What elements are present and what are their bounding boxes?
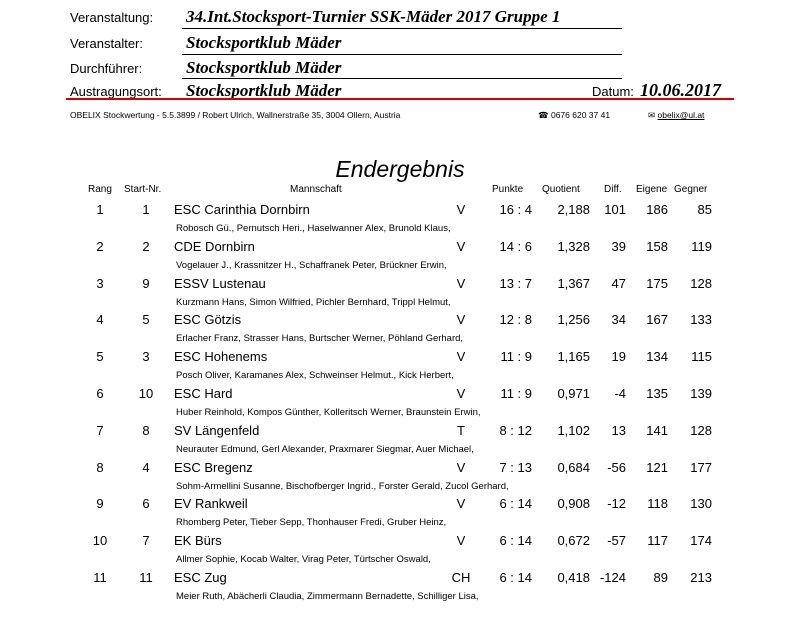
quotient-cell: 1,256: [557, 312, 590, 328]
start-nr-cell: 8: [142, 422, 150, 438]
nation-cell: V: [456, 275, 466, 291]
nation-cell: CH: [451, 570, 471, 585]
venue-label: Austragungsort:: [70, 84, 162, 99]
start-nr-cell: 11: [139, 570, 153, 585]
start-nr-cell: 4: [142, 459, 150, 475]
points-cell: 13 : 7: [499, 275, 532, 291]
opponent-cell: 133: [690, 312, 712, 328]
start-nr-cell: 2: [142, 238, 150, 254]
opponent-cell: 128: [690, 275, 712, 291]
team-name: ESC Carinthia Dornbirn: [174, 202, 310, 217]
col-quotient: Quotient: [542, 184, 580, 195]
players-line: Vogelauer J., Krassnitzer H., Schaffranek Peter, Brückner Erwin,: [176, 259, 447, 271]
nation-cell: V: [456, 312, 466, 328]
own-cell: 141: [646, 422, 668, 438]
rank-cell: 5: [96, 349, 104, 365]
players-line: Rhomberg Peter, Tieber Sepp, Thonhauser Fredi, Gruber Heinz,: [176, 517, 447, 529]
nation-cell: V: [456, 459, 466, 475]
event-label: Veranstaltung:: [70, 10, 154, 25]
start-nr-cell: 1: [142, 202, 150, 217]
team-name: SV Längenfeld: [174, 422, 260, 438]
venue-value: Stocksportklub Mäder: [186, 81, 342, 100]
points-cell: 12 : 8: [499, 312, 532, 328]
executor-value: Stocksportklub Mäder: [186, 58, 342, 77]
players-line: Neurauter Edmund, Gerl Alexander, Praxmarer Siegmar, Auer Michael,: [176, 443, 474, 455]
rank-cell: 3: [96, 275, 104, 291]
opponent-cell: 213: [690, 570, 712, 585]
quotient-cell: 2,188: [557, 202, 590, 217]
col-diff: Diff.: [604, 184, 622, 195]
own-cell: 118: [647, 496, 668, 512]
rank-cell: 11: [93, 570, 107, 585]
points-cell: 7 : 13: [499, 459, 532, 475]
team-name: ESC Hohenems: [174, 349, 268, 365]
phone-icon: ☎: [538, 110, 549, 120]
email: [648, 110, 704, 121]
header-rule: [66, 98, 734, 100]
own-cell: 121: [646, 459, 668, 475]
own-cell: 135: [646, 386, 668, 401]
team-name: CDE Dornbirn: [174, 238, 255, 254]
points-cell: 16 : 4: [499, 202, 532, 217]
team-name: ESC Götzis: [174, 312, 242, 328]
players-line: Erlacher Franz, Strasser Hans, Burtscher Werner, Pöhland Gerhard,: [176, 333, 464, 345]
quotient-cell: 1,102: [557, 422, 590, 438]
nation-cell: V: [456, 386, 466, 401]
points-cell: 14 : 6: [499, 238, 532, 254]
start-nr-cell: 7: [142, 533, 150, 549]
diff-cell: 34: [611, 312, 626, 328]
points-cell: 6 : 14: [499, 533, 532, 549]
nation-cell: V: [456, 202, 466, 217]
event-value: 34.Int.Stocksport-Turnier SSK-Mäder 2017 Gruppe 1: [186, 7, 561, 26]
quotient-cell: 0,971: [557, 386, 590, 401]
players-line: Meier Ruth, Abächerli Claudia, Zimmermann Bernadette, Schilliger Lisa,: [176, 591, 479, 602]
team-name: ESSV Lustenau: [174, 275, 266, 291]
points-cell: 11 : 9: [500, 386, 532, 401]
col-gegner: Gegner: [674, 184, 708, 195]
quotient-cell: 0,418: [557, 570, 590, 585]
opponent-cell: 119: [691, 238, 712, 254]
players-line: Sohm-Armellini Susanne, Bischofberger Ingrid., Forster Gerald, Zucol Gerhard,: [176, 480, 509, 492]
nation-cell: V: [456, 496, 466, 512]
opponent-cell: 177: [690, 459, 712, 475]
rank-cell: 4: [96, 312, 104, 328]
executor-underline: [182, 78, 622, 79]
phone: [538, 110, 610, 121]
points-cell: 8 : 12: [499, 422, 532, 438]
diff-cell: -4: [614, 386, 626, 401]
email-address[interactable]: obelix@ul.at: [657, 110, 705, 120]
rank-cell: 10: [92, 533, 108, 549]
col-punkte: Punkte: [492, 184, 524, 195]
own-cell: 167: [646, 312, 668, 328]
points-cell: 6 : 14: [499, 496, 532, 512]
date-label: Datum:: [592, 84, 634, 99]
own-cell: 186: [646, 202, 668, 217]
diff-cell: -57: [607, 533, 626, 549]
quotient-cell: 1,165: [557, 349, 590, 365]
start-nr-cell: 9: [142, 275, 150, 291]
points-cell: 6 : 14: [499, 570, 532, 585]
team-name: ESC Bregenz: [174, 459, 253, 475]
opponent-cell: 128: [690, 422, 712, 438]
quotient-cell: 1,367: [557, 275, 590, 291]
diff-cell: 101: [604, 202, 626, 217]
team-name: ESC Zug: [174, 570, 227, 585]
own-cell: 134: [646, 349, 668, 365]
diff-cell: 39: [611, 238, 626, 254]
nation-cell: V: [456, 238, 466, 254]
start-nr-cell: 10: [138, 386, 154, 401]
diff-cell: -56: [607, 459, 626, 475]
start-nr-cell: 3: [142, 349, 150, 365]
start-nr-cell: 5: [142, 312, 150, 328]
own-cell: 158: [646, 238, 668, 254]
col-rang: Rang: [88, 184, 112, 195]
rank-cell: 9: [96, 496, 104, 512]
quotient-cell: 0,684: [557, 459, 590, 475]
nation-cell: V: [456, 349, 466, 365]
mail-icon: ✉: [648, 110, 656, 120]
diff-cell: -124: [599, 570, 626, 585]
own-cell: 117: [647, 533, 668, 549]
diff-cell: 19: [611, 349, 626, 365]
quotient-cell: 0,672: [557, 533, 590, 549]
players-line: Huber Reinhold, Kompos Günther, Kolleritsch Werner, Braunstein Erwin,: [176, 407, 481, 418]
diff-cell: 13: [611, 422, 626, 438]
players-line: Robosch Gü., Pernutsch Heri., Haselwanner Alex, Brunold Klaus,: [176, 223, 451, 234]
players-line: Kurzmann Hans, Simon Wilfried, Pichler Bernhard, Trippl Helmut,: [176, 296, 451, 308]
phone-number: 0676 620 37 41: [550, 110, 611, 120]
organizer-value: Stocksportklub Mäder: [186, 33, 342, 52]
rank-cell: 8: [96, 459, 104, 475]
col-eigene: Eigene: [636, 184, 668, 195]
opponent-cell: 115: [691, 349, 712, 365]
players-line: Posch Oliver, Karamanes Alex, Schweinser Helmut., Kick Herbert,: [176, 370, 454, 382]
nation-cell: V: [456, 533, 466, 549]
own-cell: 89: [653, 570, 668, 585]
diff-cell: 47: [611, 275, 626, 291]
team-name: ESC Hard: [174, 386, 233, 401]
points-cell: 11 : 9: [500, 349, 532, 365]
own-cell: 175: [646, 275, 668, 291]
opponent-cell: 85: [697, 202, 712, 217]
executor-label: Durchführer:: [70, 61, 143, 76]
nation-cell: T: [457, 422, 465, 438]
start-nr-cell: 6: [142, 496, 150, 512]
col-team: Mannschaft: [290, 184, 342, 195]
quotient-cell: 1,328: [557, 238, 590, 254]
organizer-label: Veranstalter:: [70, 36, 143, 51]
quotient-cell: 0,908: [557, 496, 590, 512]
opponent-cell: 139: [690, 386, 712, 401]
rank-cell: 1: [96, 202, 104, 217]
diff-cell: -12: [607, 496, 626, 512]
software-info: OBELIX Stockwertung - 5.5.3899 / Robert Ulrich, Wallnerstraße 35, 3004 Ollern, Austria: [70, 110, 401, 120]
organizer-underline: [182, 54, 622, 55]
team-name: EK Bürs: [174, 533, 222, 549]
opponent-cell: 130: [690, 496, 712, 512]
team-name: EV Rankweil: [174, 496, 248, 512]
rank-cell: 7: [96, 422, 104, 438]
col-start-nr: Start-Nr.: [124, 184, 162, 195]
rank-cell: 2: [96, 238, 104, 254]
rank-cell: 6: [96, 386, 104, 401]
date-value: 10.06.2017: [640, 80, 721, 100]
page-title: Endergebnis: [335, 156, 465, 182]
players-line: Allmer Sophie, Kocab Walter, Virag Peter, Türtscher Oswald,: [176, 554, 431, 566]
event-underline: [182, 28, 622, 29]
opponent-cell: 174: [690, 533, 712, 549]
